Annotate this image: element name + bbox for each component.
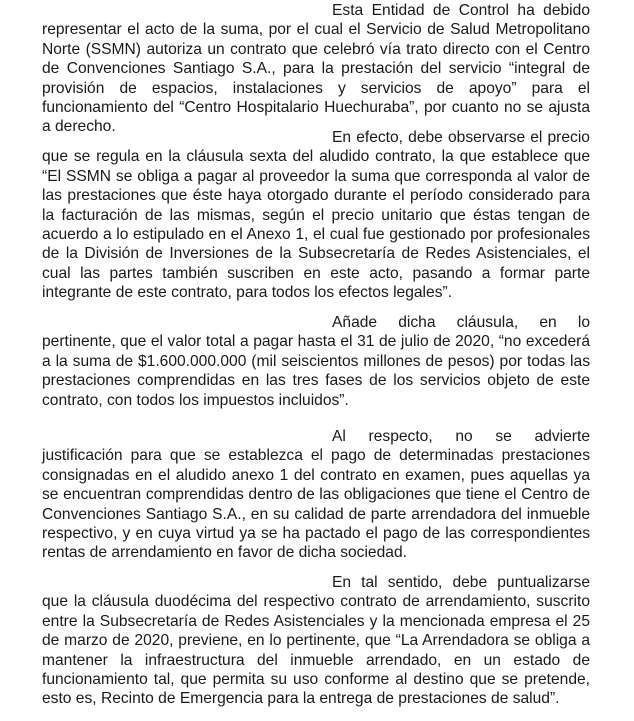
paragraph-1: Esta Entidad de Control ha debido representar el acto de la suma, por el cual el Servicio de Salud Metropolitano Norte (SSMN) autoriza un contrato que celebró vía trato directo con el Centro de Convenciones Santiago S.A., para la prestación del servicio “integral de provisión de espacios, instalaciones y servicios de apoyo” para el funcionamiento del “Centro Hospitalario Huechuraba”, por cuanto no se ajusta a derecho. bbox=[42, 2, 590, 136]
paragraph-3: Añade dicha cláusula, en lo pertinente, que el valor total a pagar hasta el 31 de julio de 2020, “no excederá a la suma de $1.600.000.000 (mil seiscientos millones de pesos) por todas las prestaciones comprendidas en las tres fases de los servicios objeto de este contrato, con todos los impuestos incluidos”. bbox=[42, 314, 590, 409]
paragraph-5: En tal sentido, debe puntualizarse que la cláusula duodécima del respectivo contrato de arrendamiento, suscrito entre la Subsecretaría de Redes Asistenciales y la mencionada empresa el 25 de marzo de 2020, previene, en lo pertinente, que “La Arrendadora se obliga a mantener la infraestructura del inmueble arrendado, en un estado de funcionamiento tal, que permita su uso conforme al destino que se pretende, esto es, Recinto de Emergencia para la entrega de prestaciones de salud”. bbox=[42, 574, 590, 708]
paragraph-2: En efecto, debe observarse el precio que se regula en la cláusula sexta del aludido contrato, la que establece que “El SSMN se obliga a pagar al proveedor la suma que corresponda al valor de las prestaciones que éste haya otorgado durante el período considerado para la facturación de las mismas, según el precio unitario que éstas tengan de acuerdo a lo estipulado en el Anexo 1, el cual fue gestionado por profesionales de la División de Inversiones de la Subsecretaría de Redes Asistenciales, el cual las partes también suscriben en este acto, pasando a formar parte integrante de este contrato, para todos los efectos legales”. bbox=[42, 129, 590, 302]
paragraph-4: Al respecto, no se advierte justificación para que se establezca el pago de determinadas prestaciones consignadas en el aludido anexo 1 del contrato en examen, pues aquellas ya se encuentran comprendidas dentro de las obligaciones que tiene el Centro de Convenciones Santiago S.A., en su calidad de parte arrendadora del inmueble respectivo, y en cuya virtud ya se ha pactado el pago de las correspondientes rentas de arrendamiento en favor de dicha sociedad. bbox=[42, 428, 590, 562]
